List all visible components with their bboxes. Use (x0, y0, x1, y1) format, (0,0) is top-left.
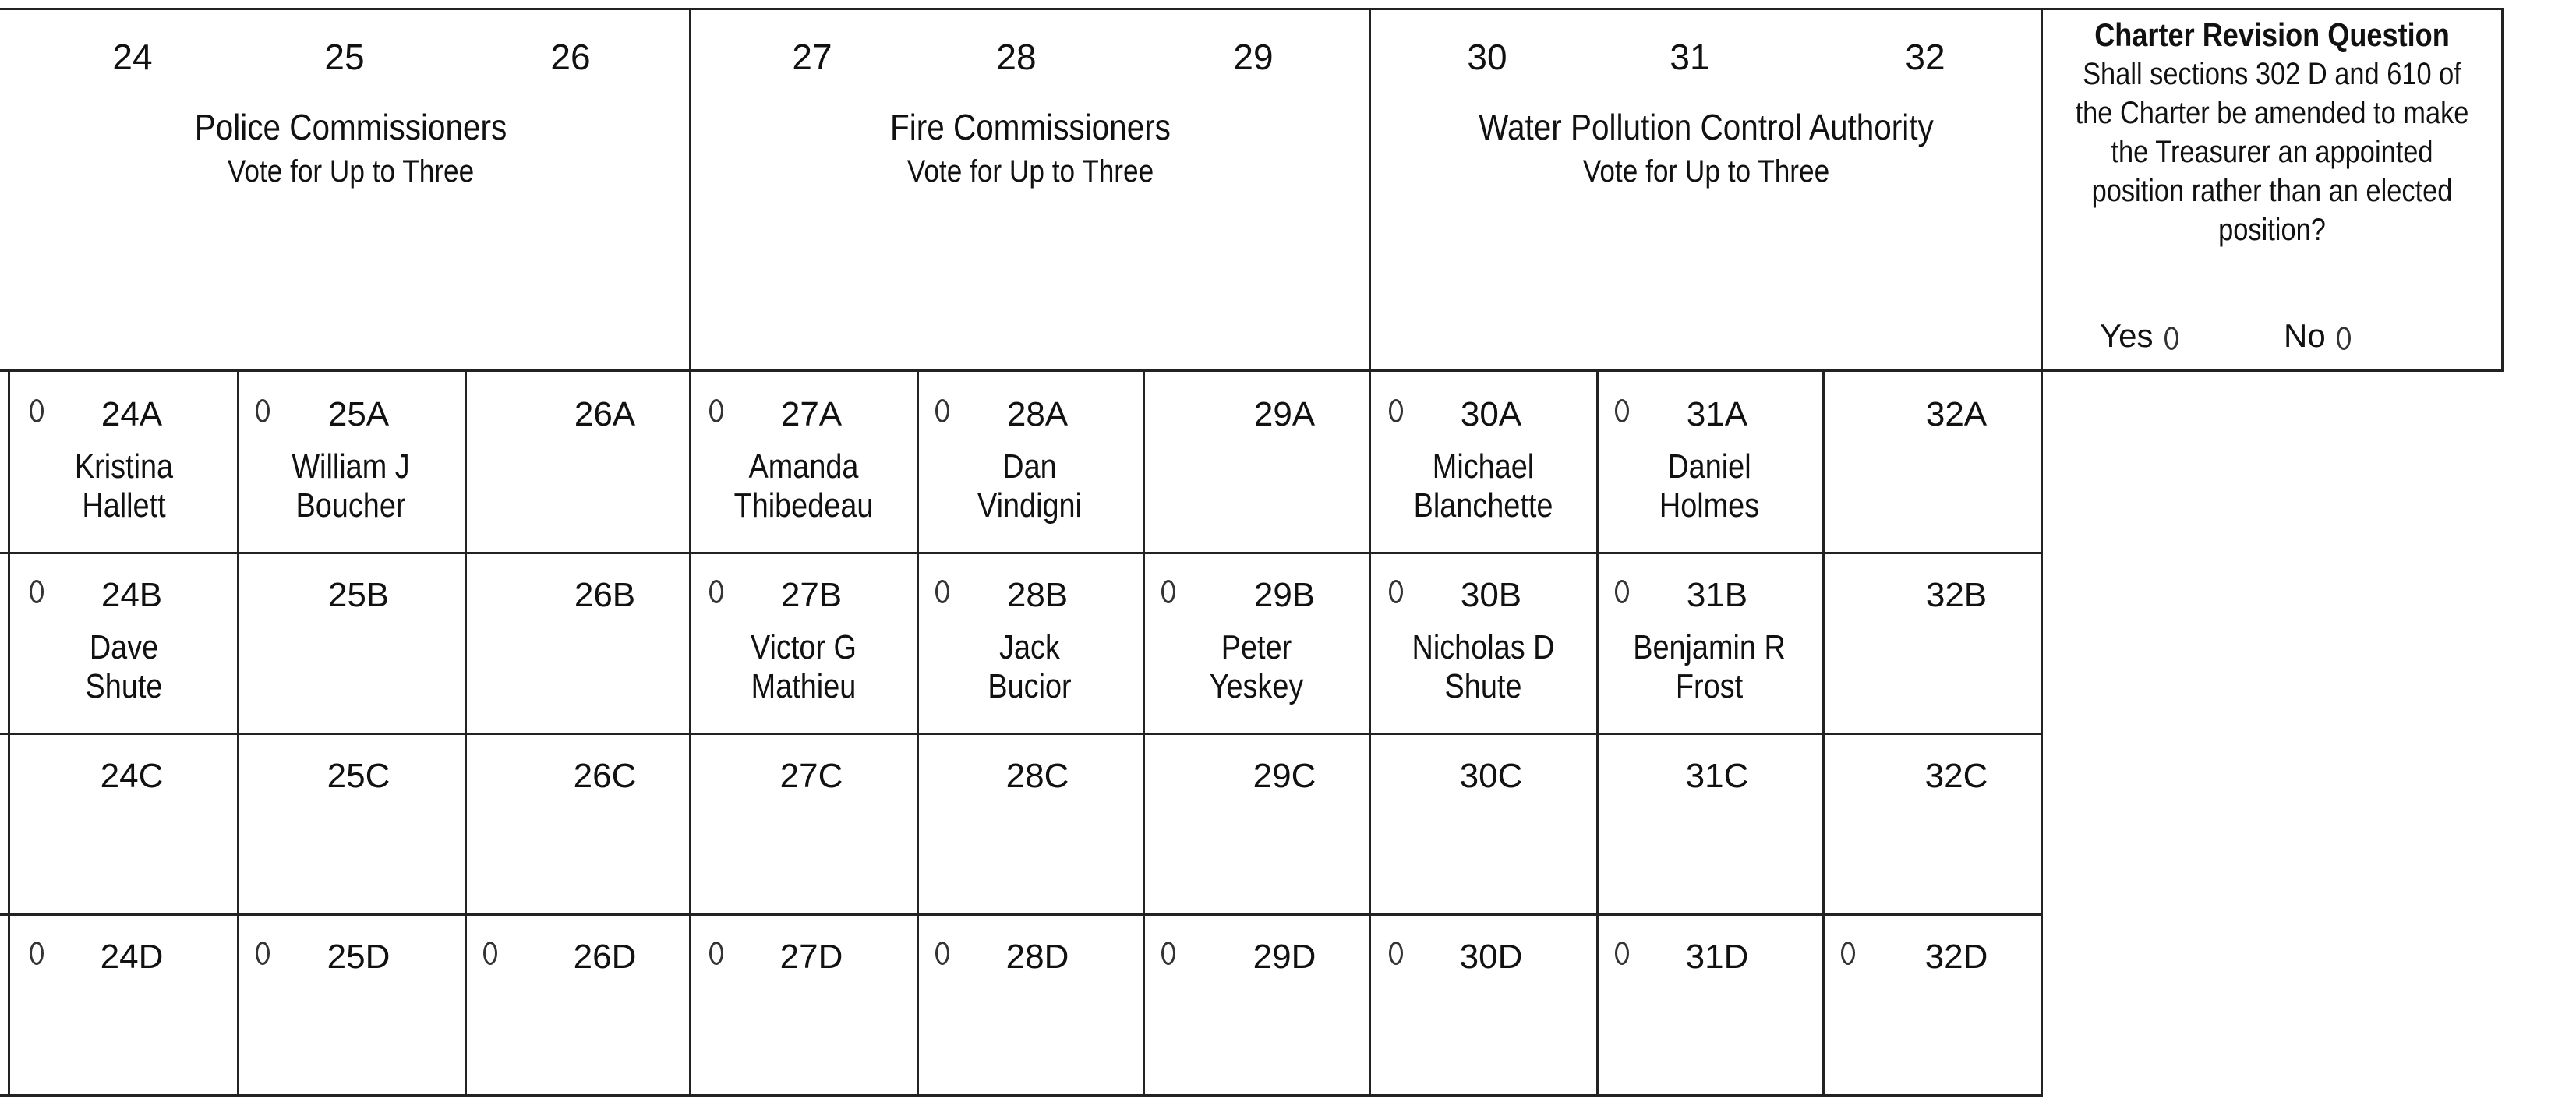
candidate-name (706, 628, 900, 706)
candidate-cell (1596, 733, 1822, 913)
option-yes-label: Yes (2100, 317, 2154, 354)
vote-bubble-icon[interactable] (1615, 399, 1629, 422)
candidate-name-line: Dave (89, 628, 159, 666)
office-vote-instruction: Vote for Up to Three (1582, 154, 1830, 189)
option-yes[interactable] (2100, 316, 2178, 355)
candidate-cell (1143, 371, 1370, 552)
column-number: 31 (1670, 37, 1710, 77)
candidate-code: 30D (1459, 938, 1523, 976)
office-vote-instruction: Vote for Up to Three (227, 154, 475, 189)
candidate-cell[interactable] (11, 371, 237, 552)
option-no-label: No (2284, 317, 2326, 354)
candidate-cell (1370, 733, 1596, 913)
office-water-pollution-control-authority (1370, 8, 2042, 371)
grid-line (0, 913, 2043, 916)
grid-line (8, 733, 10, 913)
candidate-code: 25C (327, 757, 390, 795)
vote-bubble-icon[interactable] (30, 580, 44, 603)
candidate-name-line: Frost (1675, 667, 1744, 705)
candidate-cell (917, 733, 1143, 913)
candidate-cell[interactable] (1370, 371, 1596, 552)
office-title: Fire Commissioners (890, 107, 1171, 147)
column-number: 28 (996, 37, 1037, 77)
charter-revision-question (2042, 8, 2502, 371)
candidate-name-line: Benjamin R (1633, 628, 1786, 666)
column-number: 24 (112, 37, 153, 77)
office-police-commissioners (11, 8, 691, 371)
candidate-name-line: Hallett (82, 486, 166, 525)
candidate-cell[interactable] (917, 552, 1143, 733)
candidate-code: 24D (100, 938, 164, 976)
grid-line (0, 8, 2504, 10)
candidate-name-line: Victor G (751, 628, 857, 666)
candidate-cell (465, 733, 691, 913)
office-fire-commissioners (691, 8, 1370, 371)
candidate-code: 25A (327, 395, 390, 433)
office-vote-instruction: Vote for Up to Three (906, 154, 1154, 189)
vote-bubble-icon[interactable] (30, 399, 44, 422)
vote-bubble-icon[interactable] (1841, 942, 1855, 965)
candidate-cell[interactable] (691, 552, 917, 733)
candidate-code: 28B (1006, 576, 1069, 614)
candidate-name-line: Jack (999, 628, 1060, 666)
vote-bubble-icon[interactable] (256, 399, 270, 422)
vote-bubble-icon[interactable] (709, 580, 723, 603)
candidate-code: 28A (1006, 395, 1069, 433)
candidate-code: 29A (1253, 395, 1316, 433)
candidate-name-line: Mathieu (751, 667, 857, 705)
candidate-code: 31C (1685, 757, 1749, 795)
candidate-code: 29C (1253, 757, 1316, 795)
candidate-cell (237, 733, 465, 913)
candidate-name-line: Bucior (988, 667, 1072, 705)
vote-bubble-icon[interactable] (483, 942, 497, 965)
candidate-code: 30B (1460, 576, 1522, 614)
vote-bubble-icon[interactable] (1615, 580, 1629, 603)
candidate-code: 32D (1924, 938, 1988, 976)
candidate-code: 30C (1459, 757, 1523, 795)
candidate-name-line: Dan (1002, 447, 1057, 486)
candidate-name-line: Shute (1444, 667, 1522, 705)
candidate-name-line: Thibedeau (733, 486, 874, 525)
candidate-name-line: Kristina (74, 447, 174, 486)
candidate-cell[interactable] (917, 371, 1143, 552)
candidate-code: 31A (1686, 395, 1748, 433)
column-number: 29 (1233, 37, 1274, 77)
candidate-code: 27C (779, 757, 843, 795)
candidate-cell[interactable] (1596, 552, 1822, 733)
candidate-code: 26C (573, 757, 637, 795)
candidate-name-line: Amanda (748, 447, 859, 486)
question-text: Shall sections 302 D and 610 of the Charter be amended to make the Treasurer an appointed position rather than an elected position? (2075, 57, 2469, 247)
candidate-code: 32C (1924, 757, 1988, 795)
candidate-code: 31D (1685, 938, 1749, 976)
candidate-name-line: Yeskey (1209, 667, 1304, 705)
candidate-cell (1822, 371, 2042, 552)
candidate-cell (1822, 552, 2042, 733)
candidate-code: 29B (1253, 576, 1316, 614)
candidate-name-line: Blanchette (1413, 486, 1553, 525)
candidate-code: 25B (327, 576, 390, 614)
office-title: Police Commissioners (194, 107, 507, 147)
column-number: 26 (550, 37, 591, 77)
grid-line (8, 371, 10, 552)
grid-line (2501, 8, 2504, 372)
candidate-cell[interactable] (465, 913, 691, 1094)
candidate-name-line: Holmes (1659, 486, 1760, 525)
candidate-name (1386, 447, 1580, 525)
candidate-cell (237, 552, 465, 733)
vote-bubble-icon[interactable] (1615, 942, 1629, 965)
vote-bubble-icon[interactable] (935, 580, 949, 603)
candidate-name-line: Peter (1221, 628, 1292, 666)
column-number: 25 (324, 37, 365, 77)
candidate-code: 24B (101, 576, 163, 614)
grid-line (0, 733, 2043, 735)
candidate-code: 31B (1686, 576, 1748, 614)
candidate-cell (465, 371, 691, 552)
grid-line (8, 552, 10, 733)
vote-bubble-icon[interactable] (1161, 942, 1175, 965)
candidate-cell (1143, 733, 1370, 913)
candidate-name (1158, 628, 1354, 706)
vote-bubble-icon[interactable] (1389, 399, 1403, 422)
candidate-cell[interactable] (237, 371, 465, 552)
candidate-name-line: Nicholas D (1412, 628, 1555, 666)
vote-bubble-icon[interactable] (256, 942, 270, 965)
candidate-code: 28C (1005, 757, 1069, 795)
candidate-code: 27A (780, 395, 843, 433)
vote-bubble-icon[interactable] (1161, 580, 1175, 603)
candidate-name (706, 447, 900, 525)
grid-line (8, 913, 10, 1094)
candidate-name (1386, 628, 1580, 706)
column-number: 32 (1905, 37, 1945, 77)
vote-bubble-icon[interactable] (709, 399, 723, 422)
candidate-cell[interactable] (691, 913, 917, 1094)
option-no[interactable] (2284, 316, 2351, 355)
candidate-name (932, 628, 1126, 706)
candidate-code: 32B (1925, 576, 1988, 614)
candidate-name-line: William J (292, 447, 410, 486)
candidate-cell[interactable] (1822, 913, 2042, 1094)
candidate-name (253, 447, 448, 525)
candidate-cell[interactable] (11, 913, 237, 1094)
candidate-name-line: Vindigni (977, 486, 1082, 525)
candidate-cell (1822, 733, 2042, 913)
candidate-cell[interactable] (1143, 913, 1370, 1094)
candidate-cell[interactable] (1370, 913, 1596, 1094)
grid-line (0, 1094, 2043, 1097)
candidate-cell (691, 733, 917, 913)
no-bubble-icon[interactable] (2337, 327, 2351, 350)
candidate-cell[interactable] (1596, 371, 1822, 552)
yes-bubble-icon[interactable] (2164, 327, 2178, 350)
vote-bubble-icon[interactable] (709, 942, 723, 965)
candidate-name (1612, 628, 1806, 706)
candidate-code: 28D (1005, 938, 1069, 976)
candidate-code: 24A (101, 395, 163, 433)
candidate-cell[interactable] (1596, 913, 1822, 1094)
candidate-name (27, 628, 221, 706)
candidate-name-line: Shute (85, 667, 163, 705)
candidate-code: 29D (1253, 938, 1316, 976)
grid-line (0, 369, 2504, 372)
candidate-code: 26B (574, 576, 636, 614)
candidate-cell[interactable] (691, 371, 917, 552)
vote-bubble-icon[interactable] (935, 942, 949, 965)
candidate-code: 26A (574, 395, 636, 433)
candidate-code: 27B (780, 576, 843, 614)
vote-bubble-icon[interactable] (1389, 580, 1403, 603)
candidate-name (1612, 447, 1806, 525)
candidate-name (27, 447, 221, 525)
grid-line (0, 552, 2043, 554)
candidate-cell[interactable] (1370, 552, 1596, 733)
candidate-cell[interactable] (237, 913, 465, 1094)
column-number: 30 (1467, 37, 1507, 77)
candidate-cell[interactable] (917, 913, 1143, 1094)
candidate-code: 26D (573, 938, 637, 976)
candidate-code: 27D (779, 938, 843, 976)
candidate-cell (465, 552, 691, 733)
candidate-code: 32A (1925, 395, 1988, 433)
candidate-code: 25D (327, 938, 390, 976)
candidate-cell[interactable] (1143, 552, 1370, 733)
vote-bubble-icon[interactable] (30, 942, 44, 965)
candidate-name-line: Daniel (1667, 447, 1751, 486)
candidate-name-line: Michael (1432, 447, 1535, 486)
vote-bubble-icon[interactable] (935, 399, 949, 422)
candidate-code: 30A (1460, 395, 1522, 433)
column-number: 27 (792, 37, 832, 77)
candidate-name-line: Boucher (295, 486, 406, 525)
candidate-cell (11, 733, 237, 913)
office-title: Water Pollution Control Authority (1479, 107, 1934, 147)
vote-bubble-icon[interactable] (1389, 942, 1403, 965)
candidate-name (932, 447, 1126, 525)
candidate-code: 24C (100, 757, 164, 795)
candidate-cell[interactable] (11, 552, 237, 733)
question-title: Charter Revision Question (2094, 16, 2450, 53)
